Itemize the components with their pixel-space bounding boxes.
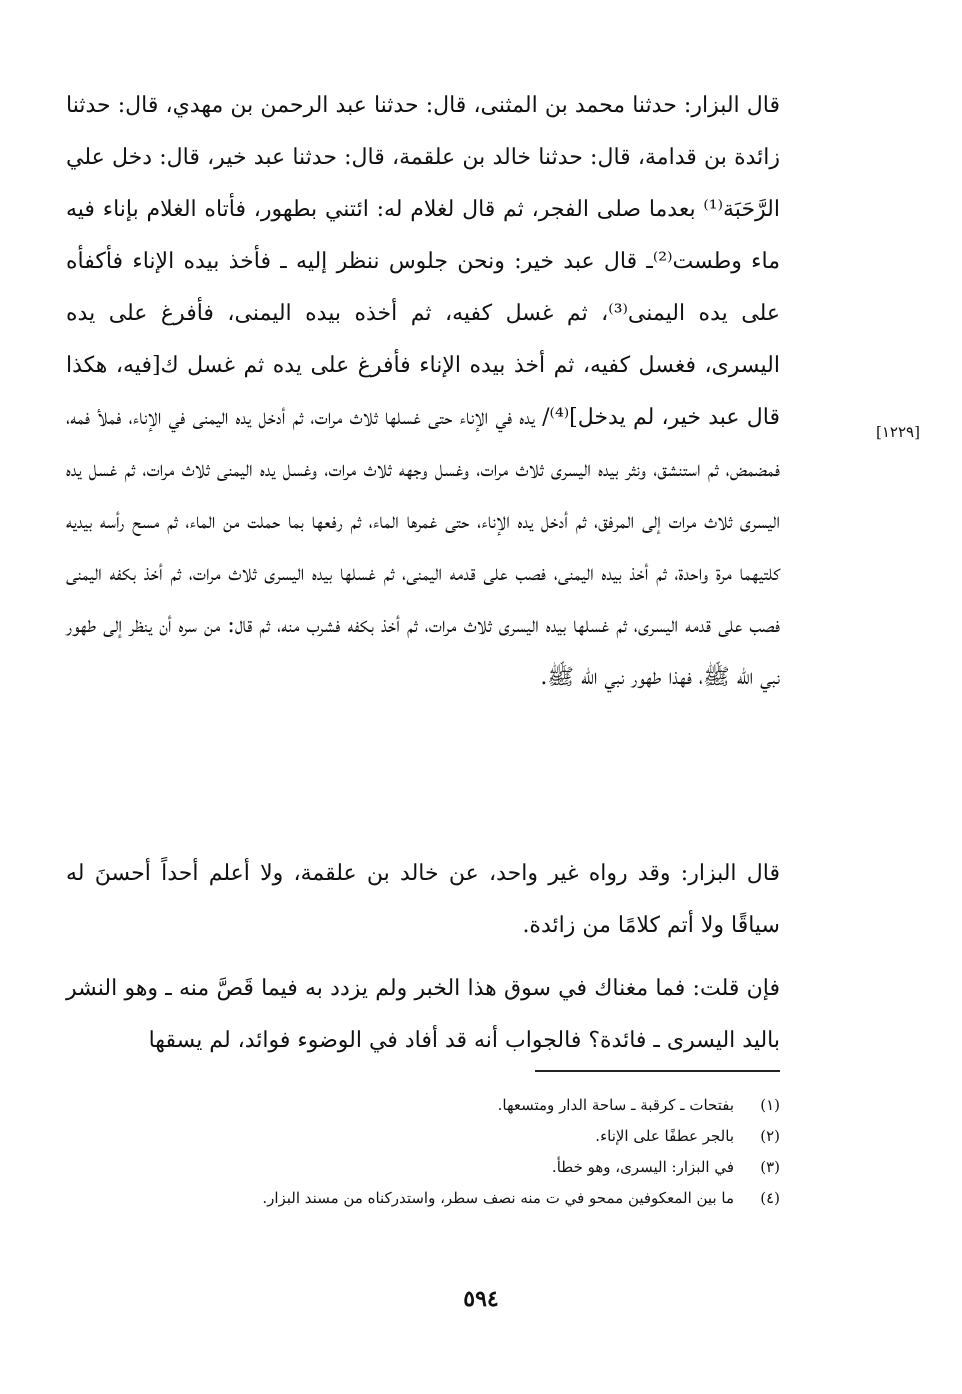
footnote-text: في البزار: اليسرى، وهو خطأ.: [551, 1158, 734, 1176]
footnote-text: بالجر عطفًا على الإناء.: [595, 1127, 734, 1145]
footnote-text: ما بين المعكوفين ممحو في ت منه نصف سطر، واستدركناه من مسند البزار.: [262, 1189, 734, 1207]
paragraph-main: قال البزار: حدثنا محمد بن المثنى، قال: حدثنا عبد الرحمن بن مهدي، قال: حدثنا زائدة بن قدامة، قال: حدثنا خالد بن علقمة، قال: حدثنا عبد خير، قال: دخل علي الرَّحَبَة⁽¹⁾ بعدما صلى الفجر، ثم قال لغلام له: ائتني بطهور، فأتاه الغلام بإناء فيه ماء وطست⁽²⁾ـ قال عبد خير: ونحن جلوس ننظر إليه ـ فأخذ بيده الإناء فأكفأه على يده اليمنى⁽³⁾، ثم غسل كفيه، ثم أخذه بيده اليمنى، فأفرغ على يده اليسرى، فغسل كفيه، ثم أخذ بيده الإناء فأفرغ على يده ثم غسل ك[فيه، هكذا قال عبد خير، لم يدخل]⁽⁴⁾/ يده في الإناء حتى غسلها ثلاث مرات، ثم أدخل يده اليمنى في الإناء، فملأ فمه، فمضمض، ثم استنشق، ونثر بيده اليسرى ثلاث مرات، وغسل وجهه ثلاث مرات، وغسل يده اليمنى ثلاث مرات، ثم غسل يده اليسرى ثلاث مرات إلى المرفق، ثم أدخل يده الإناء، حتى غمرها الماء، ثم رفعها بما حملت من الماء، ثم مسح رأسه بيديه كلتيهما مرة واحدة، ثم أخذ بيده اليمنى، فصب على قدمه اليمنى، ثم غسلها بيده اليسرى ثلاث مرات، ثم أخذ بكفه اليمنى فصب على قدمه اليسرى، ثم غسلها بيده اليسرى ثلاث مرات، ثم أخذ بكفه فشرب منه، ثم قال: من سره أن ينظر إلى طهور نبي الله ﷺ، فهذا طهور نبي الله ﷺ.: [66, 93, 780, 690]
margin-page-reference: [١٢٢٩]: [876, 423, 920, 441]
footnote-text: بفتحات ـ كرقبة ـ ساحة الدار ومتسعها.: [497, 1096, 734, 1114]
paragraph-commentary: قال البزار: وقد رواه غير واحد، عن خالد بن علقمة، ولا أعلم أحداً أحسنَ له سياقًا ولا أتم كلامًا من زائدة.: [66, 861, 780, 938]
footnote-divider: [535, 1070, 780, 1072]
footnote-item: [200, 1121, 780, 1152]
footnote-number: (٤): [760, 1189, 780, 1207]
paragraph-question: فإن قلت: فما مغناك في سوق هذا الخبر ولم يزدد به فيما قَصَّ منه ـ وهو النشر باليد اليسرى ـ فائدة؟ فالجواب أنه قد أفاد في الوضوء فوائد، لم يسقها: [66, 976, 780, 1053]
footnote-number: (٢): [760, 1127, 780, 1145]
footnote-number: (٣): [760, 1158, 780, 1176]
footnote-item: [200, 1183, 780, 1214]
footnotes: [200, 1090, 780, 1214]
footnote-item: [200, 1152, 780, 1183]
footnote-item: [200, 1090, 780, 1121]
page-number: ٥٩٤: [463, 1286, 499, 1312]
footnote-number: (١): [760, 1096, 780, 1114]
